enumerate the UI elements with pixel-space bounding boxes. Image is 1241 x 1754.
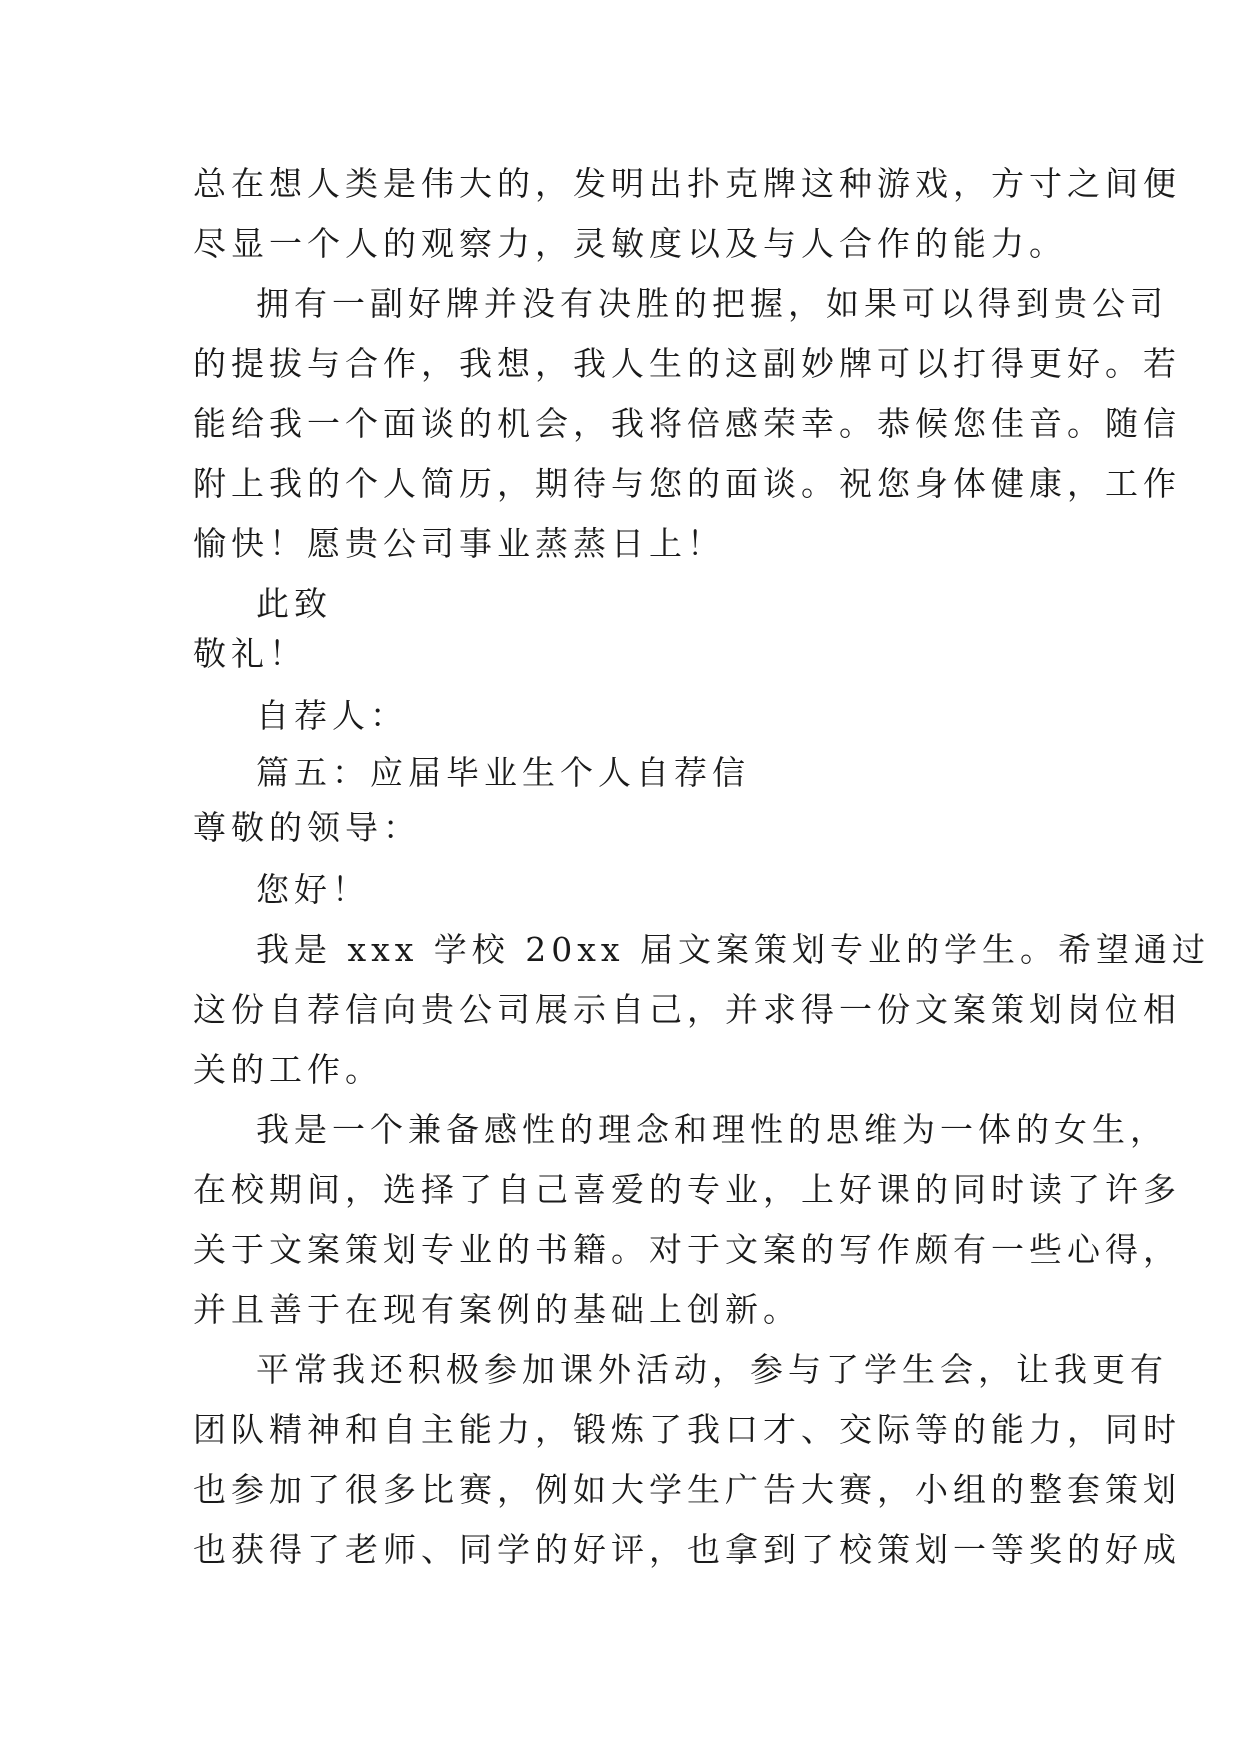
text-line: 关的工作。 — [193, 1050, 383, 1089]
salutation-closing: 敬礼！ — [193, 634, 307, 673]
text-line: 并且善于在现有案例的基础上创新。 — [193, 1290, 801, 1329]
text-line: 这份自荐信向贵公司展示自己，并求得一份文案策划岗位相 — [193, 990, 1181, 1029]
text-line: 总在想人类是伟大的，发明出扑克牌这种游戏，方寸之间便 — [193, 164, 1181, 203]
text-line: 也获得了老师、同学的好评，也拿到了校策划一等奖的好成 — [193, 1530, 1181, 1569]
section-heading: 篇五：应届毕业生个人自荐信 — [256, 753, 750, 792]
letter-greeting: 您好！ — [256, 870, 370, 909]
text-line: 尽显一个人的观察力，灵敏度以及与人合作的能力。 — [193, 224, 1067, 263]
text-line: 团队精神和自主能力，锻炼了我口才、交际等的能力，同时 — [193, 1410, 1181, 1449]
text-line: 拥有一副好牌并没有决胜的把握，如果可以得到贵公司 — [256, 284, 1168, 323]
signature-label: 自荐人： — [256, 696, 408, 735]
text-line: 在校期间，选择了自己喜爱的专业，上好课的同时读了许多 — [193, 1170, 1181, 1209]
text-line: 也参加了很多比赛，例如大学生广告大赛，小组的整套策划 — [193, 1470, 1181, 1509]
text-line: 附上我的个人简历，期待与您的面谈。祝您身体健康，工作 — [193, 464, 1181, 503]
text-line: 关于文案策划专业的书籍。对于文案的写作颇有一些心得， — [193, 1230, 1181, 1269]
text-line: 愉快！愿贵公司事业蒸蒸日上！ — [193, 524, 725, 563]
text-line: 能给我一个面谈的机会，我将倍感荣幸。恭候您佳音。随信 — [193, 404, 1181, 443]
text-line: 平常我还积极参加课外活动，参与了学生会，让我更有 — [256, 1350, 1168, 1389]
text-line: 我是 xxx 学校 20xx 届文案策划专业的学生。希望通过 — [256, 930, 1211, 969]
text-line: 的提拔与合作，我想，我人生的这副妙牌可以打得更好。若 — [193, 344, 1181, 383]
closing-phrase: 此致 — [256, 584, 332, 623]
text-line: 我是一个兼备感性的理念和理性的思维为一体的女生， — [256, 1110, 1168, 1149]
letter-greeting-recipient: 尊敬的领导： — [193, 808, 421, 847]
